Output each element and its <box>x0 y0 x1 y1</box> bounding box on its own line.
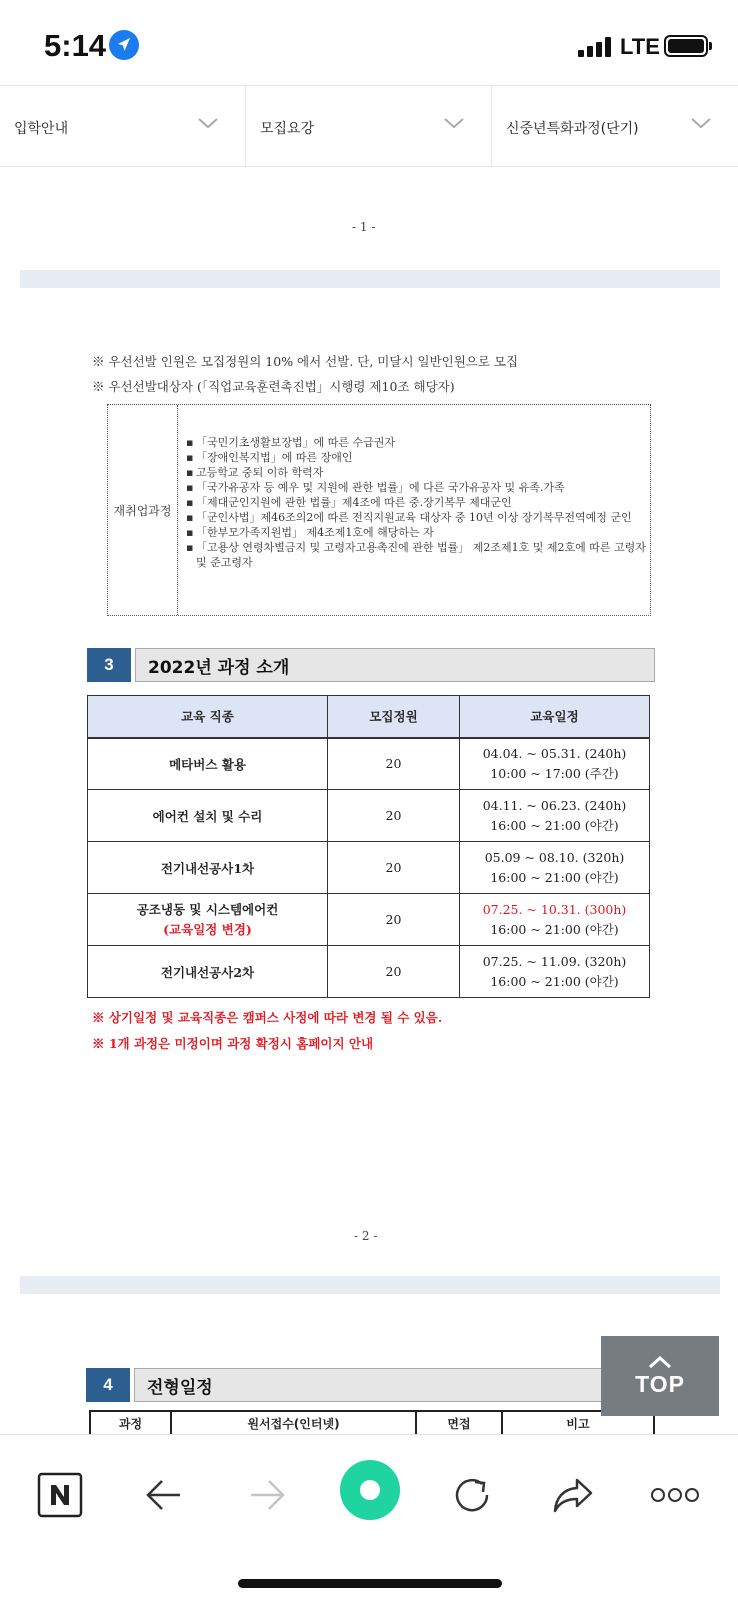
list-item: ▪ 고등학교 중퇴 이하 학력자 <box>186 465 646 480</box>
course-time: 16:00 ~ 21:00 (야간) <box>490 921 619 937</box>
course-period: 07.25. ~ 10.31. (300h) <box>482 901 627 917</box>
course-period: 04.04. ~ 05.31. (240h) <box>482 745 627 761</box>
table-header-row <box>90 1411 654 1435</box>
status-bar <box>0 0 738 90</box>
browser-toolbar <box>0 1434 738 1600</box>
list-item: ▪ 「제대군인지원에 관한 법률」제4조에 따른 중.장기복무 제대군인 <box>186 495 646 510</box>
course-change-note: (교육일정 변경) <box>163 921 252 937</box>
course-table <box>87 695 650 998</box>
course-schedule <box>460 946 650 998</box>
table-row <box>88 790 650 842</box>
course-name: 전기내선공사2차 <box>88 946 328 998</box>
dropdown-course[interactable] <box>492 86 738 166</box>
forward-button[interactable] <box>237 1465 297 1525</box>
table-row <box>88 894 650 946</box>
list-item: ▪ 「장애인복지법」에 따른 장애인 <box>186 450 646 465</box>
network-type: LTE <box>620 34 660 59</box>
dropdown-label: 모집요강 <box>260 121 315 137</box>
course-capacity: 20 <box>328 894 460 946</box>
reload-icon <box>451 1474 493 1516</box>
naver-home-icon <box>37 1472 83 1518</box>
priority-target-box <box>107 404 651 616</box>
page-separator <box>20 1276 720 1294</box>
course-schedule <box>460 894 650 946</box>
battery-tip <box>709 42 712 50</box>
share-icon <box>551 1475 595 1515</box>
column-header: 원서접수(인터넷) <box>171 1411 416 1435</box>
list-item: ▪ 「국민기초생활보장법」에 따른 수급권자 <box>186 435 646 450</box>
more-button[interactable] <box>645 1465 705 1525</box>
top-label: TOP <box>635 1370 685 1397</box>
course-period: 07.25. ~ 11.09. (320h) <box>482 953 627 969</box>
course-name: 공조냉동 및 시스템에어컨 <box>136 901 279 917</box>
course-period: 05.09 ~ 08.10. (320h) <box>484 849 625 865</box>
section-title: 2022년 과정 소개 <box>135 648 655 682</box>
course-schedule <box>460 842 650 894</box>
section-number: 4 <box>86 1368 130 1402</box>
course-time: 16:00 ~ 21:00 (야간) <box>490 973 619 989</box>
dropdown-guidelines[interactable] <box>246 86 492 166</box>
course-time: 16:00 ~ 21:00 (야간) <box>490 869 619 885</box>
location-arrow-icon <box>109 30 139 60</box>
reload-button[interactable] <box>442 1465 502 1525</box>
course-schedule <box>460 738 650 790</box>
dropdown-label: 입학안내 <box>14 121 69 137</box>
column-header: 면접 <box>416 1411 502 1435</box>
column-header: 과정 <box>90 1411 171 1435</box>
column-header: 교육 직종 <box>88 696 328 738</box>
table-row <box>88 946 650 998</box>
back-arrow-icon <box>144 1477 184 1513</box>
course-capacity: 20 <box>328 738 460 790</box>
home-indicator <box>238 1579 502 1588</box>
status-time: 5:14 <box>44 28 107 63</box>
chevron-up-icon <box>648 1355 672 1369</box>
course-schedule <box>460 790 650 842</box>
scroll-to-top-button[interactable] <box>601 1336 719 1416</box>
table-row <box>88 842 650 894</box>
section-title: 전형일정 <box>134 1368 654 1402</box>
chevron-down-icon <box>690 112 712 134</box>
list-item: ▪ 「한부모가족지원법」 제4조제1호에 해당하는 자 <box>186 525 646 540</box>
course-time: 16:00 ~ 21:00 (야간) <box>490 817 619 833</box>
course-capacity: 20 <box>328 790 460 842</box>
schedule-table <box>89 1410 655 1436</box>
course-name: 메타버스 활용 <box>88 738 328 790</box>
column-header: 모집정원 <box>328 696 460 738</box>
course-period: 04.11. ~ 06.23. (240h) <box>482 797 627 813</box>
box-label: 재취업과정 <box>108 405 178 615</box>
table-row <box>88 738 650 790</box>
table-header-row <box>88 696 650 738</box>
course-capacity: 20 <box>328 946 460 998</box>
dropdown-admission[interactable] <box>0 86 246 166</box>
course-name: 전기내선공사1차 <box>88 842 328 894</box>
green-dot-icon <box>339 1459 401 1521</box>
course-time: 10:00 ~ 17:00 (주간) <box>490 765 619 781</box>
chevron-down-icon <box>197 112 219 134</box>
page-number: - 2 - <box>354 1229 378 1243</box>
footnote: ※ 상기일정 및 교육직종은 캠퍼스 사정에 따라 변경 될 수 있음. <box>92 1010 443 1025</box>
page-separator <box>20 270 720 288</box>
section-number: 3 <box>87 648 131 682</box>
forward-arrow-icon <box>247 1477 287 1513</box>
list-item: ▪ 「국가유공자 등 예우 및 지원에 관한 법률」에 다른 국가유공자 및 유족.가족 <box>186 480 646 495</box>
battery-icon <box>664 35 708 57</box>
page-number: - 1 - <box>352 220 376 234</box>
back-button[interactable] <box>134 1465 194 1525</box>
course-name: 에어컨 설치 및 수리 <box>88 790 328 842</box>
list-item: ▪ 「고용상 연령차별금지 및 고령자고용촉진에 관한 법률」 제2조제1호 및 제2호에 따른 고령자 및 준고령자 <box>186 540 646 570</box>
priority-target-list <box>186 435 646 570</box>
naver-home-button[interactable] <box>30 1465 90 1525</box>
breadcrumb-dropdowns <box>0 85 738 167</box>
list-item: ▪ 「군인사법」제46조의2에 따른 전직지원교육 대상자 중 10년 이상 장기복무전역예정 군인 <box>186 510 646 525</box>
course-capacity: 20 <box>328 842 460 894</box>
column-header: 교육일정 <box>460 696 650 738</box>
footnote: ※ 1개 과정은 미정이며 과정 확정시 홈페이지 안내 <box>92 1036 374 1051</box>
chevron-down-icon <box>443 112 465 134</box>
more-icon <box>650 1485 700 1505</box>
green-dot-button[interactable] <box>339 1459 401 1521</box>
course-name-cell <box>88 894 328 946</box>
share-button[interactable] <box>543 1465 603 1525</box>
priority-target-note: ※ 우선선발대상자 (「직업교육훈련촉진법」시행령 제10조 해당자) <box>92 379 455 394</box>
dropdown-label: 신중년특화과정(단기) <box>506 121 639 137</box>
cellular-signal-icon <box>578 37 614 57</box>
priority-note: ※ 우선선발 인원은 모집정원의 10% 에서 선발. 단, 미달시 일반인원으로 모집 <box>92 354 519 369</box>
column-header: 비고 <box>502 1411 654 1435</box>
